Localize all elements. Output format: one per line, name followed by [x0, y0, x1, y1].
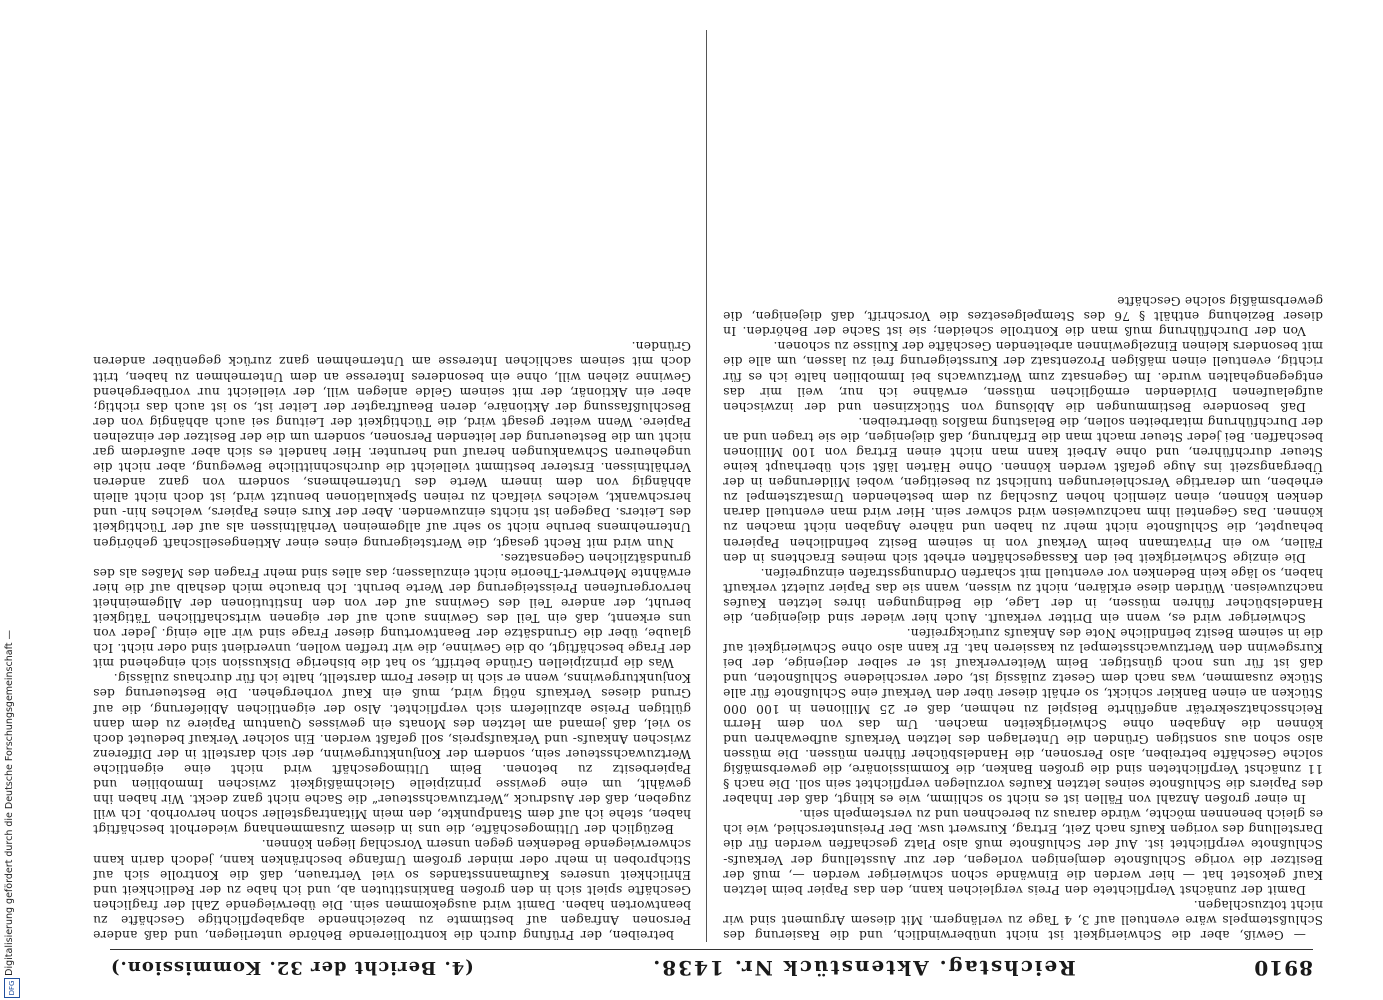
paragraph: Bezüglich der Ultimogeschäfte, die uns in diesem Zusammenhang wiederholt beschäftigt haben, stehe ich auf dem Standpunkte, den mein Mitantragsteller schon hervorhob. Ich will zugeben, daß der Ausdruck „Wertzuwachssteuer“ die Sache nicht ganz deckt. Wir haben ihn gewählt, um eine gewisse prinzipielle Gleichmäßigkeit zwischen Immobilien und Papierbesitz zu betonen. Beim Ultimogeschäft wird nicht eine eigentliche Wertzuwachssteuer sein, sondern der Konjunkturgewinn, der sich darstellt in der Differenz zwischen Ankaufs- und Verkaufspreis, soll gefaßt werden. Ein solcher Verkauf bedeutet doch so viel, daß jemand am letzten des Monats ein gewisses Quantum Papiere zu dem dann gültigen Preise abzuliefern sich verpflichtet. Also der eigentlichen Ablieferung, die auf Grund dieses Verkaufs nötig wird, muß ein Kauf vorhergehen. Die Besteuerung des Konjunkturgewinns, wenn er sich in dieser Form darstellt, halte ich für durchaus zulässig. — [93, 671, 691, 837]
paragraph: — Gewiß, aber die Schwierigkeit ist nicht unüberwindlich, und die Rasierung des Schlußstempels wäre eventuell auf 3, 4 Tage zu verlängern. Mit diesem Argument sind wir nicht totzuschlagen. — [723, 897, 1323, 942]
paragraph: betreiben, der Prüfung durch die kontrollierende Behörde unterliegen, und daß andere Personen Anfragen auf bestimmte zu bezeichnende abgabepflichtige Geschäfte zu beantworten haben. Damit wird ausgekommen sein. Die überwiegende Zahl der fraglichen Geschäfte spielt sich in den großen Bankinstituten ab, und ich habe zu der Redlichkeit und Ehrlichkeit unseres Kaufmannsstandes so viel Vertrauen, daß die Kontrolle sich auf Stichproben in mehr oder minder großem Umfange beschränken kann, jedoch darin kann schwerwiegende Bedenken gegen unsern Vorschlag liegen können. — [93, 837, 691, 942]
paragraph: Damit der zunächst Verpflichtete den Preis vergleichen kann, den das Papier beim letzten Kauf gekostet hat — hier werden die Einwände schon schwieriger werden —, muß der Besitzer die vorige Schlußnote demjenigen vorlegen, der zur Ausstellung der Verkaufs-Schlußnote verpflichtet ist. Auf der Schlußnote muß also Platz geschaffen werden für die Darstellung des vorigen Kaufs nach Zeit, Ertrag, Kurswert usw. Der Preisunterschied, wie ich es gleich benennen möchte, würde daraus zu berechnen und zu verstempeln sein. — [723, 807, 1323, 897]
dfg-logo: DFG — [4, 978, 20, 998]
paragraph: Die einzige Schwierigkeit bei den Kassageschäften erhebt sich meines Erachtens in den Fällen, wo ein Privatmann beim Verkauf von in seinem Besitz befindlichen Papieren behauptet, die Schlußnote nicht mehr zu haben und nähere Angaben nicht machen zu können. Das Gegenteil ihm nachzuweisen wird schwer sein. Hier wird man eventuell daran denken können, einen ziemlich hohen Zuschlag zu dem bestehenden Umsatzstempel zu erheben, um derartige Verschleierungen tunlichst zu beseitigen, wobei Milderungen in der Übergangszeit ins Auge gefaßt werden können. Ohne Härten läßt sich überhaupt keine Steuer durchführen, und ohne Arbeit kann man nicht einen Ertrag von 100 Millionen beschaffen. Bei jeder Steuer macht man die Erfahrung, daß diejenigen, die sie tragen und an der Durchführung mitarbeiten sollen, die Belastung maßlos übertreiben. — [723, 414, 1323, 565]
header-title: Reichstag. Aktenstück Nr. 1438. — [651, 956, 1076, 980]
left-column — [723, 28, 1323, 942]
scanned-page — [30, 0, 1383, 1000]
paragraph: Von der Durchführung muß man die Kontrolle scheiden; sie ist Sache der Behörden. In dieser Beziehung enthält § 76 des Stempelgesetzes die Vorschrift, daß diejenigen, die gewerbsmäßig solche Geschäfte — [723, 294, 1323, 339]
paragraph: In einer großen Anzahl von Fällen ist es nicht so schlimm, wie es klingt, daß der Inhaber des Papiers die Schlußnote seines letzten Kaufes vorzulegen verpflichtet sein soll. Die nach § 11 zunächst Verpflichteten sind die großen Banken, die Kommissionäre, die gewerbsmäßig solche Geschäfte betreiben, also Personen, die Handelsbücher führen müssen. Die müssen also schon aus sonstigen Gründen die Unterlagen des letzten Verkaufs aufbewahren und können die Angaben ohne Schwierigkeiten machen. Um das von dem Herrn Reichsschatzsekretär angeführte Beispiel zu nehmen, daß er 25 Millionen in 100 000 Stücken an einen Bankier schickt, so erhält dieser über den Verkauf eine Schlußnote für alle Stücke zusammen, was nach dem Gesetz zulässig ist, oder verschiedene Schlußnoten, und daß ist für uns noch günstiger. Beim Weiterverkauf ist er selber derjenige, der bei Kursgewinn den Wertzuwachsstempel zu kassieren hat. Er kann also ohne Schwierigkeit auf die in seinem Besitz befindliche Note des Ankaufs zurückgreifen. — [723, 626, 1323, 807]
right-column — [93, 28, 691, 942]
side-gutter — [0, 0, 26, 1000]
header-report-title: (4. Bericht der 32. Kommission.) — [110, 957, 474, 979]
paragraph: Nun wird mit Recht gesagt, die Wertsteigerung eines einer Aktiengesellschaft gehörigen Unternehmens beruhe nicht so sehr auf allgemeinen Verhältnissen als auf der Tüchtigkeit des Leiters. Dagegen ist nichts einzuwenden. Aber der Kurs eines Papiers, welches hin- und herschwankt, welches vielfach zu reinen Spekulationen benutzt wird, ist doch nicht allein abhängig von dem innern Werte des Unternehmens, sondern von ganz anderen Verhältnissen. Ersterer bestimmt vielleicht die durchschnittliche Bewegung, aber nicht die ungeheuren Schwankungen herauf und herunter. Hier handelt es sich aber außerdem gar nicht um die Besteuerung der leitenden Personen, sondern um die der Besitzer der einzelnen Papiere. Wenn weiter gesagt wird, die Tüchtigkeit der Leitung sei auch abhängig von der Beschlußfassung der Aktionäre, deren Beauftragter der Leiter ist, so ist auch das richtig; aber ein Aktionär, der mit seinem Gelde anlegen will, der vielleicht nur vorübergehend Gewinne ziehen will, ohne ein besonderes Interesse an dem Unternehmen zu haben, tritt doch mit seinem sachlichen Interesse am Unternehmen ganz zurück gegenüber anderen Gründen. — [93, 339, 691, 550]
paragraph: Was die prinzipiellen Gründe betrifft, so hat die bisherige Diskussion sich eingehend mit der Frage beschäftigt, ob die Gewinne, die wir treffen wollen, unverdient sind oder nicht. Ich glaube, über die Grundsätze der Beantwortung dieser Frage sind wir alle einig. Jeder von uns erkennt, daß ein Teil des Gewinns auch auf der eigenen wirtschaftlichen Tätigkeit beruht, der andere Teil des Gewinns auf der von den Institutionen der Allgemeinheit hervorgerufenen Preissteigerung der Werte beruht. Ich brauche mich deshalb auf die hier erwähnte Mehrwert-Theorie nicht einzulassen; das alles sind mehr Fragen des Maßes als des grundsätzlichen Gegensatzes. — [93, 550, 691, 671]
digitization-credit: Digitalisierung gefördert durch die Deutsche Forschungsgemeinschaft — — [4, 630, 15, 976]
paragraph: Daß besondere Bestimmungen die Ablösung von Stückzinsen und der inzwischen aufgelaufenen Dividenden ermöglichen müssen, erwähne ich nur, weil mir das entgegengehalten wurde. Im Gegensatz zum Wertzuwachs bei Immobilien halte ich es für richtig, eventuell einen mäßigen Prozentsatz der Kurssteigerung frei zu lassen, um alle die mit besonders kleinen Einzelgewinnen arbeitenden Geschäfte der Kulisse zu schonen. — [723, 339, 1323, 414]
page-number: 8910 — [1253, 956, 1313, 980]
paragraph: Schwieriger wird es, wenn ein Dritter verkauft. Auch hier wieder sind diejenigen, die Handelsbücher führen müssen, in der Lage, die Bedingungen ihres letzten Kaufes nachzuweisen. Würden diese erklären, nicht zu wissen, wann sie das Papier zuletzt verkauft haben, so läge kein Bedenken vor eventuell mit scharfen Ordnungsstrafen einzugreifen. — [723, 565, 1323, 626]
page-header — [110, 949, 1313, 986]
column-divider — [706, 30, 707, 942]
